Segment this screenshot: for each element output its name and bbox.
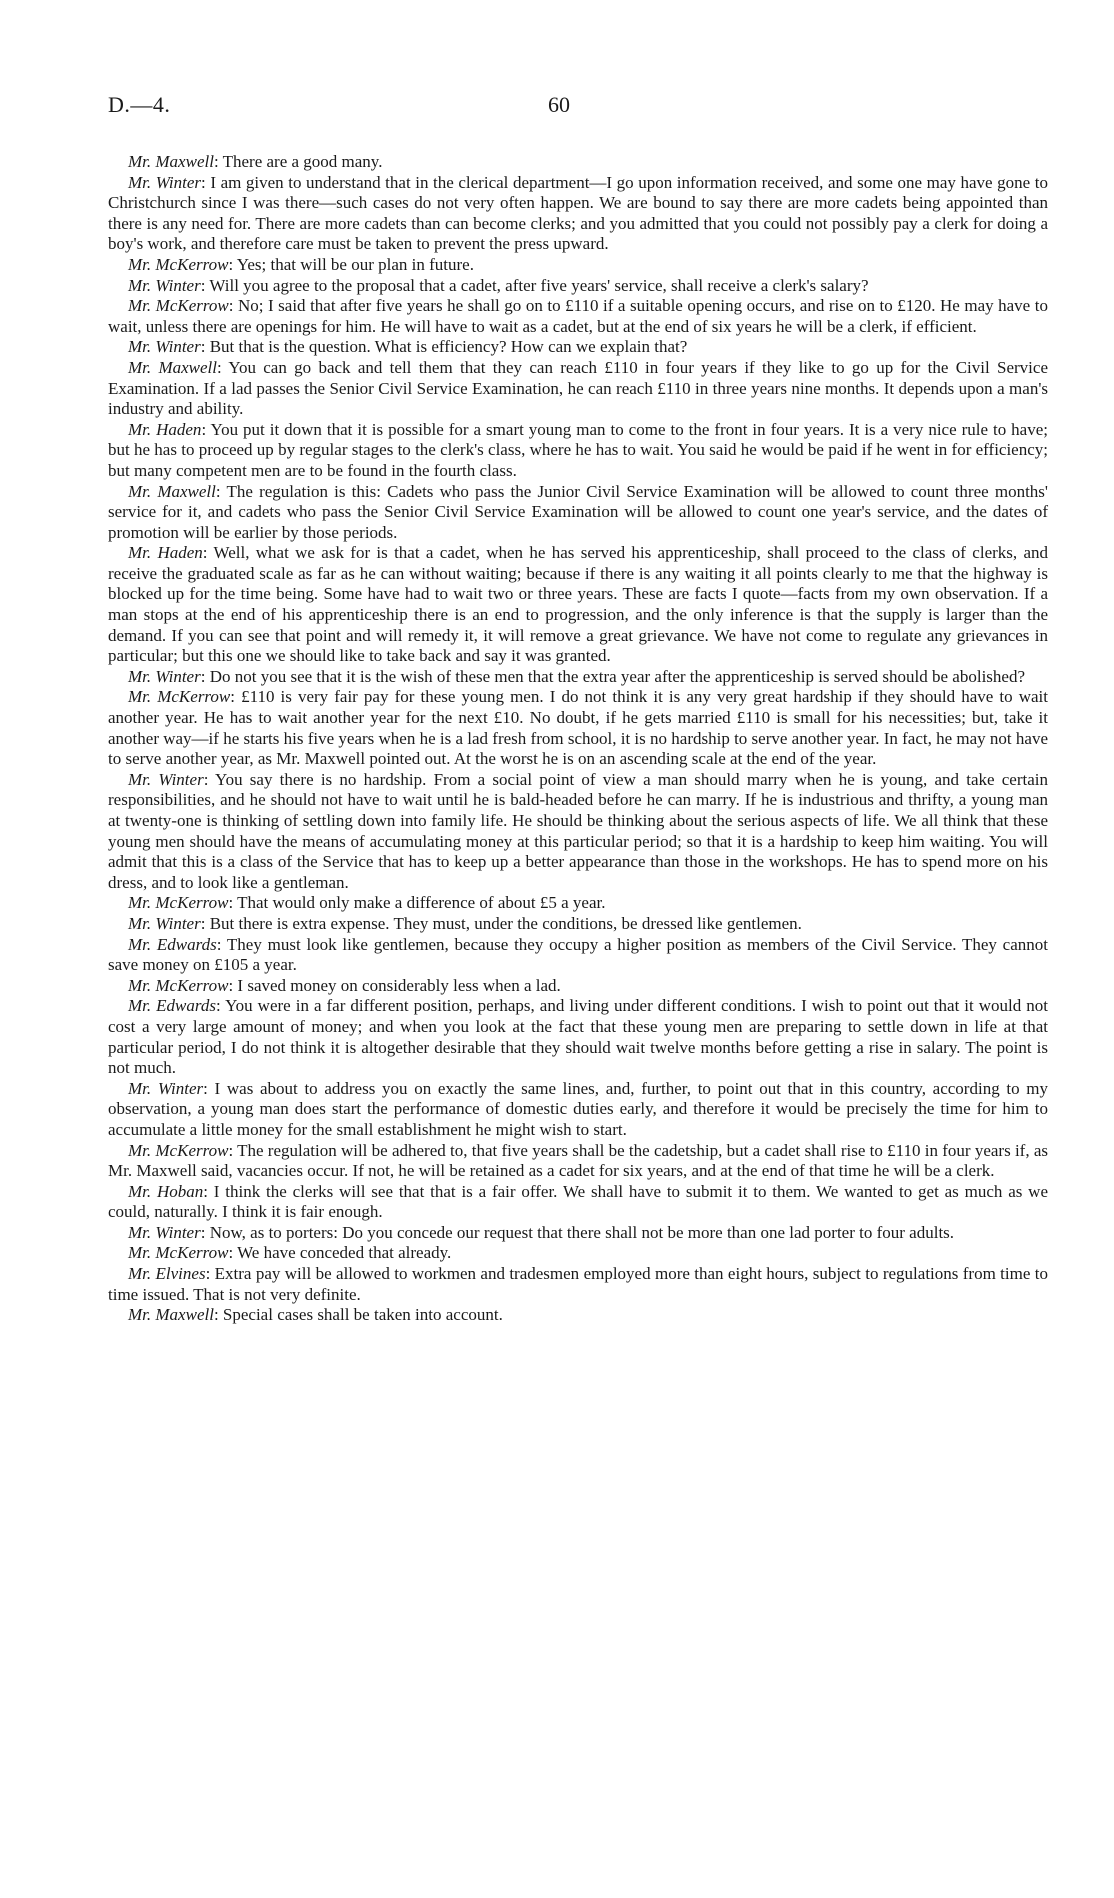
paragraph-12	[108, 687, 1048, 769]
page-number: 60	[548, 92, 570, 117]
speaker-name: Mr. Maxwell	[128, 481, 216, 501]
speech-text: : But that is the question. What is efficiency? How can we explain that?	[200, 337, 688, 357]
paragraph-21	[108, 1182, 1048, 1223]
paragraph-6	[108, 337, 1048, 358]
speaker-name: Mr. Winter	[128, 666, 201, 686]
paragraph-15	[108, 914, 1048, 935]
paragraph-1	[108, 152, 1048, 173]
speaker-name: Mr. Edwards	[128, 996, 216, 1016]
speaker-name: Mr. McKerrow	[128, 296, 229, 316]
speaker-name: Mr. Winter	[128, 769, 204, 789]
speaker-name: Mr. Haden	[128, 543, 203, 563]
speaker-name: Mr. Maxwell	[128, 1305, 214, 1325]
speech-text: : You can go back and tell them that they can reach £110 in four years if they like to go up for the Civil Service Examination. If a lad passes the Senior Civil Service Examination, he can reach £110 in three years nine months. It depends upon a man's industry and ability.	[108, 357, 1048, 419]
paragraph-17	[108, 976, 1048, 997]
speaker-name: Mr. Winter	[128, 1078, 204, 1098]
paragraph-2	[108, 173, 1048, 255]
speech-text: : Do not you see that it is the wish of these men that the extra year after the apprenticeship is served should be abolished?	[200, 666, 1025, 686]
paragraph-7	[108, 358, 1048, 420]
speaker-name: Mr. Elvines	[128, 1264, 206, 1284]
paragraph-5	[108, 296, 1048, 337]
speech-text: : That would only make a difference of about £5 a year.	[228, 893, 606, 913]
speaker-name: Mr. McKerrow	[128, 975, 229, 995]
speech-text: : They must look like gentlemen, because they occupy a higher position as members of the Civil Service. They cannot save money on £105 a year.	[108, 934, 1048, 975]
paragraph-19	[108, 1079, 1048, 1141]
paragraph-25	[108, 1305, 1048, 1326]
speech-text: : The regulation will be adhered to, that five years shall be the cadetship, but a cadet shall rise to £110 in four years if, as Mr. Maxwell said, vacancies occur. If not, he will be retained as a cadet for six years, and at the end of that time he will be a clerk.	[108, 1140, 1048, 1181]
paragraph-23	[108, 1243, 1048, 1264]
speech-text: : No; I said that after five years he shall go on to £110 if a suitable opening occurs, and rise on to £120. He may have to wait, unless there are openings for him. He will have to wait as a cadet, but at the end of six years he will be a clerk, if efficient.	[108, 296, 1048, 336]
speaker-name: Mr. McKerrow	[128, 1243, 229, 1263]
speech-text: : You say there is no hardship. From a social point of view a man should marry when he is young, and take certain responsibilities, and he should not have to wait until he is bald-headed before he can marry. If he is industrious and thrifty, a young man at twenty-one is thinking of settling down into family life. He should be thinking about the serious aspects of life. We all think that these young men should have the means of accumulating money at this particular period; so that it is a hardship to keep him waiting. You will admit that this is a class of the Service that has to keep up a better appearance than those in the workshops. He has to spend more on his dress, and to look like a gentleman.	[108, 769, 1048, 892]
paragraph-9	[108, 482, 1048, 544]
paragraph-16	[108, 935, 1048, 976]
speaker-name: Mr. Hoban	[128, 1181, 204, 1201]
paragraph-14	[108, 893, 1048, 914]
speaker-name: Mr. Winter	[128, 172, 202, 192]
speech-text: : You were in a far different position, perhaps, and living under different conditions. I wish to point out that it would not cost a very large amount of money; and when you look at the fact that these young men are preparing to settle down in life at that particular period, I do not think it is altogether desirable that they should wait twelve months before getting a rise in salary. The point is not much.	[108, 996, 1048, 1078]
speech-text: : I think the clerks will see that that is a fair offer. We shall have to submit it to them. We wanted to get as much as we could, naturally. I think it is fair enough.	[108, 1181, 1049, 1222]
speech-text: : Yes; that will be our plan in future.	[228, 254, 474, 274]
speech-text: : Special cases shall be taken into account.	[213, 1305, 503, 1325]
paragraph-22	[108, 1223, 1048, 1244]
paragraph-3	[108, 255, 1048, 276]
paragraph-8	[108, 420, 1048, 482]
speech-text: : I saved money on considerably less when a lad.	[228, 975, 561, 995]
speaker-name: Mr. Maxwell	[128, 357, 217, 377]
speech-text: : £110 is very fair pay for these young men. I do not think it is any very great hardship if they should have to wait another year. He has to wait another year for the next £10. No doubt, if he gets married £110 is small for his necessities; but, take it another way—if he starts his five years when he is a lad fresh from school, it is no hardship to serve another year. In fact, he may not have to serve another year, as Mr. Maxwell pointed out. At the worst he is on an ascending scale at the end of the year.	[108, 687, 1048, 769]
speaker-name: Mr. McKerrow	[128, 893, 229, 913]
speech-text: : Well, what we ask for is that a cadet, when he has served his apprenticeship, shall proceed to the class of clerks, and receive the graduated scale as far as he can without waiting; because if there is any waiting it all points clearly to me that the highway is blocked up for the time being. Some have had to wait two or three years. These are facts I quote—facts from my own observation. If a man stops at the end of his apprenticeship there is an end to progression, and the only inference is that the supply is larger than the demand. If you can see that point and will remedy it, it will remove a great grievance. We have not come to regulate any grievances in particular; but this one we should like to take back and say it was granted.	[108, 543, 1049, 666]
speaker-name: Mr. Edwards	[128, 934, 217, 954]
paragraph-24	[108, 1264, 1048, 1305]
speaker-name: Mr. McKerrow	[128, 687, 231, 707]
speaker-name: Mr. Maxwell	[128, 152, 214, 171]
speaker-name: Mr. McKerrow	[128, 1140, 229, 1160]
paragraph-20	[108, 1141, 1048, 1182]
speech-text: : Extra pay will be allowed to workmen and tradesmen employed more than eight hours, subject to regulations from time to time issued. That is not very definite.	[108, 1264, 1048, 1304]
speaker-name: Mr. Haden	[128, 419, 202, 439]
speech-text: : I am given to understand that in the clerical department—I go upon information received, and some one may have gone to Christchurch since I was there—such cases do not very often happen. We are bound to say there are more cadets being appointed than there is any need for. There are more cadets than can become clerks; and you admitted that you could not possibly pay a clerk for doing a boy's work, and therefore care must be taken to prevent the press upward.	[108, 172, 1048, 254]
speech-text: : The regulation is this: Cadets who pass the Junior Civil Service Examination will be allowed to count three months' service for it, and cadets who pass the Senior Civil Service Examination will be allowed to count one year's service, and the dates of promotion will be earlier by those periods.	[108, 481, 1048, 542]
speaker-name: Mr. Winter	[128, 275, 201, 295]
speech-text: : I was about to address you on exactly the same lines, and, further, to point out that in this country, according to my observation, a young man does start the performance of domestic duties early, and therefore it would be precisely the time for him to accumulate a little money for the small establishment he might wish to start.	[108, 1078, 1048, 1139]
speech-text: : Now, as to porters: Do you concede our request that there shall not be more than one lad porter to four adults.	[200, 1222, 955, 1242]
speech-text: : We have conceded that already.	[228, 1243, 452, 1263]
paragraph-10	[108, 543, 1048, 667]
paragraph-18	[108, 996, 1048, 1078]
speech-text: : But there is extra expense. They must, under the conditions, be dressed like gentlemen.	[200, 913, 802, 933]
speaker-name: Mr. Winter	[128, 1222, 201, 1242]
transcript-body	[108, 152, 1048, 1326]
paragraph-13	[108, 770, 1048, 894]
speaker-name: Mr. Winter	[128, 913, 201, 933]
page-header	[108, 92, 1048, 122]
speaker-name: Mr. Winter	[128, 337, 201, 357]
paragraph-11	[108, 667, 1048, 688]
paragraph-4	[108, 276, 1048, 297]
speech-text: : You put it down that it is possible for a smart young man to come to the front in four years. It is a very nice rule to have; but he has to proceed up by regular stages to the clerk's class, where he has to wait. You said he would be paid if he went in for efficiency; but many competent men are to be found in the fourth class.	[108, 419, 1048, 480]
document-reference: D.—4.	[108, 92, 171, 117]
speaker-name: Mr. McKerrow	[128, 254, 229, 274]
speech-text: : There are a good many.	[213, 152, 383, 171]
speech-text: : Will you agree to the proposal that a cadet, after five years' service, shall receive a clerk's salary?	[200, 275, 869, 295]
